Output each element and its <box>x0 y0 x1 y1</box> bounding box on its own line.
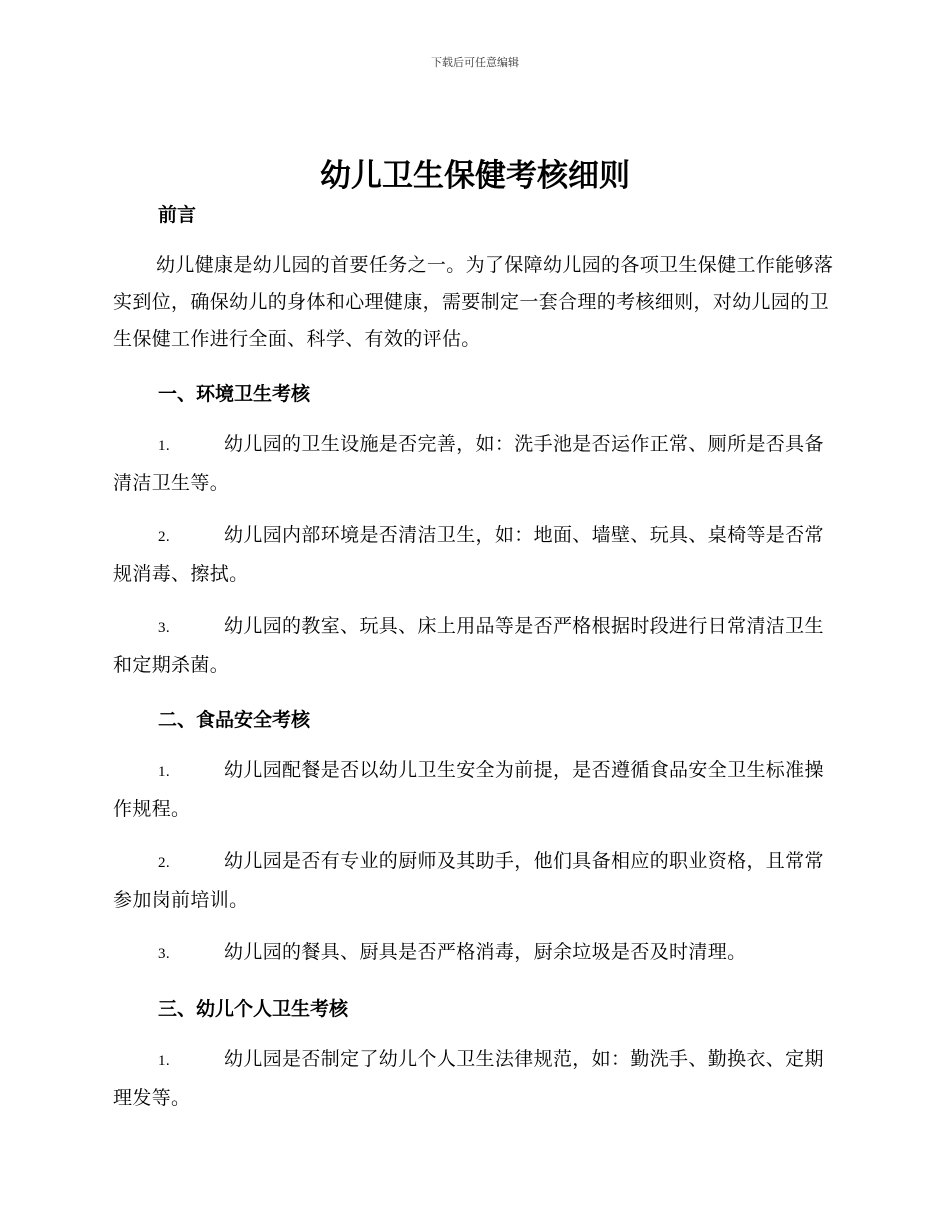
section-heading-personal-hygiene: 三、幼儿个人卫生考核 <box>158 998 349 1020</box>
item-text: 幼儿园的餐具、厨具是否严格消毒，厨余垃圾是否及时清理。 <box>224 941 747 963</box>
item-number: 1. <box>158 764 170 780</box>
list-item <box>113 934 835 973</box>
item-text: 幼儿园是否制定了幼儿个人卫生法律规范，如：勤洗手、勤换衣、定期理发等。 <box>113 1048 824 1109</box>
item-number: 1. <box>158 1053 170 1069</box>
preface-paragraph: 幼儿健康是幼儿园的首要任务之一。为了保障幼儿园的各项卫生保健工作能够落实到位，确保幼儿的身体和心理健康，需要制定一套合理的考核细则，对幼儿园的卫生保健工作进行全面、科学、有效的评估。 <box>113 254 834 350</box>
item-text: 幼儿园的卫生设施是否完善，如：洗手池是否运作正常、厕所是否具备清洁卫生等。 <box>113 433 824 494</box>
list-item <box>113 426 835 502</box>
item-text: 幼儿园的教室、玩具、床上用品等是否严格根据时段进行日常清洁卫生和定期杀菌。 <box>113 615 824 676</box>
section-heading-food-safety: 二、食品安全考核 <box>158 709 311 731</box>
page-header-note: 下载后可任意编辑 <box>431 56 519 69</box>
item-number: 3. <box>158 946 170 962</box>
item-number: 2. <box>158 529 170 545</box>
preface-heading: 前言 <box>158 204 197 226</box>
list-item <box>113 843 835 919</box>
document-body <box>113 198 835 1117</box>
item-text: 幼儿园是否有专业的厨师及其助手，他们具备相应的职业资格，且常常参加岗前培训。 <box>113 850 824 911</box>
list-item <box>113 608 835 684</box>
document-title: 幼儿卫生保健考核细则 <box>320 158 630 194</box>
item-number: 2. <box>158 855 170 871</box>
list-item <box>113 517 835 593</box>
item-number: 3. <box>158 620 170 636</box>
list-item <box>113 752 835 828</box>
section-heading-environment: 一、环境卫生考核 <box>158 383 311 405</box>
item-text: 幼儿园内部环境是否清洁卫生，如：地面、墙壁、玩具、桌椅等是否常规消毒、擦拭。 <box>113 524 824 585</box>
item-text: 幼儿园配餐是否以幼儿卫生安全为前提，是否遵循食品安全卫生标准操作规程。 <box>113 759 824 820</box>
item-number: 1. <box>158 438 170 454</box>
list-item <box>113 1041 835 1117</box>
